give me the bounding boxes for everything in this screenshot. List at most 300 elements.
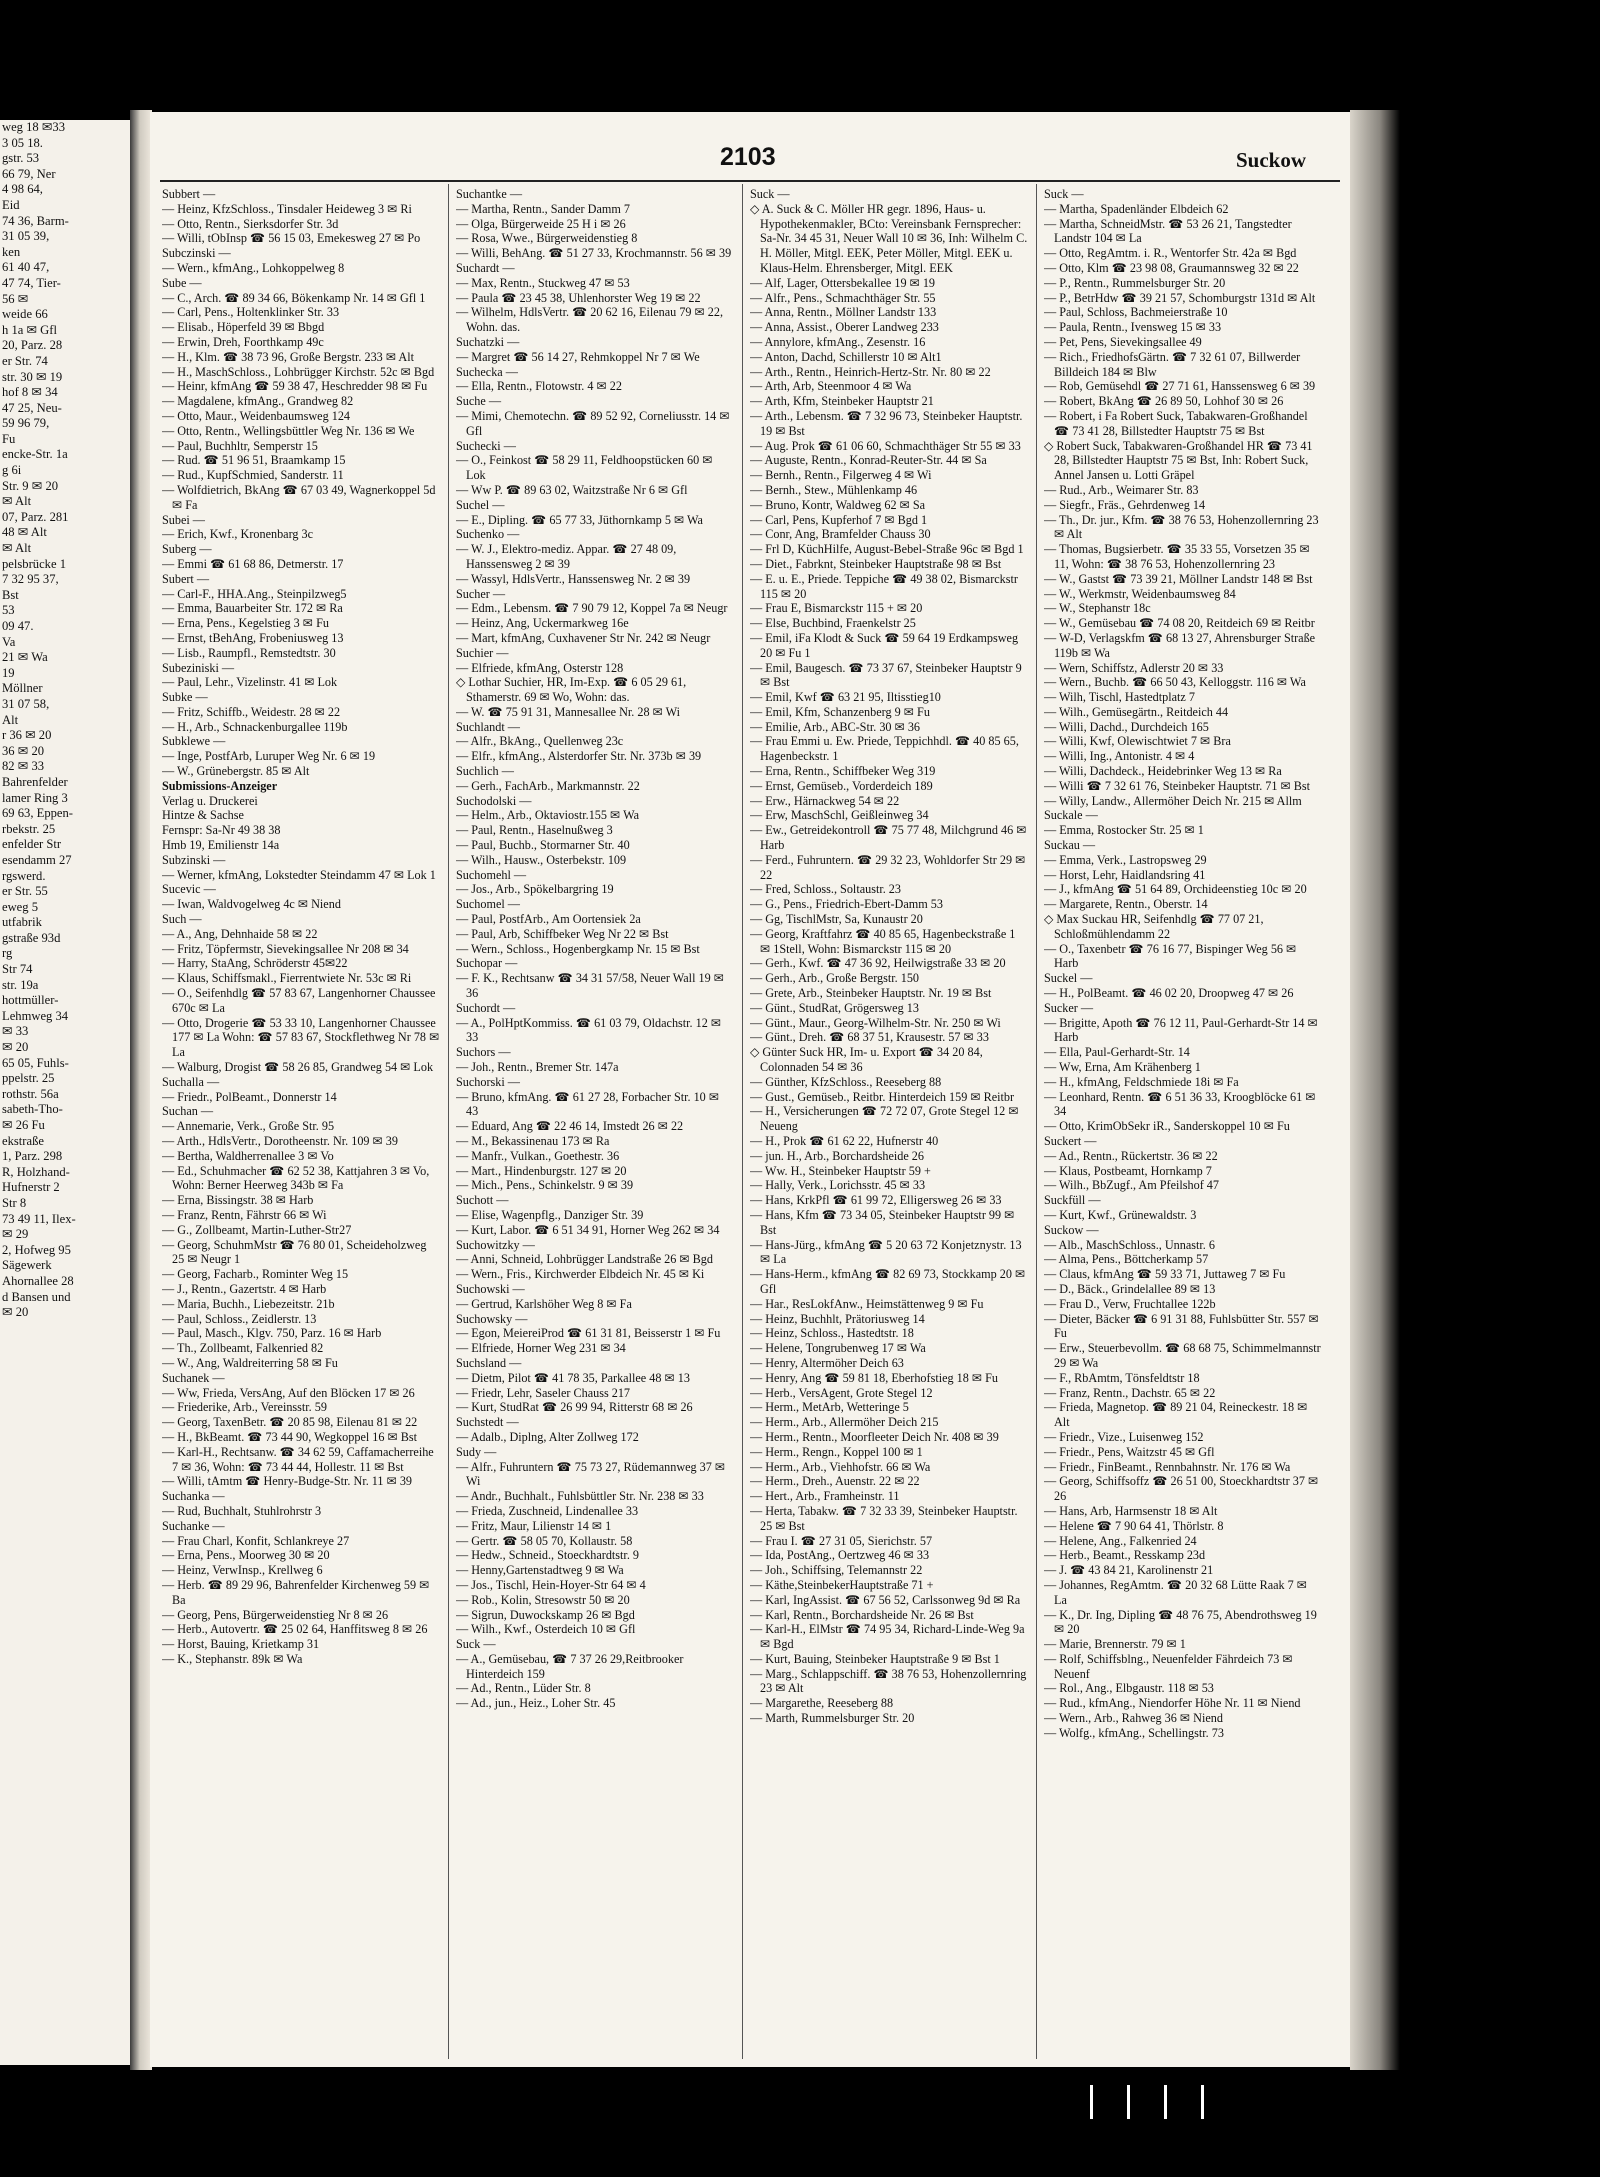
directory-entry: — Mimi, Chemotechn. ☎ 89 52 92, Corneliusstr. 14 ✉ Gfl — [456, 408, 730, 438]
directory-entry: — Paula, Rentn., Ivensweg 15 ✉ 33 — [1044, 320, 1222, 335]
directory-entry: — Wolfg., kfmAng., Schellingstr. 73 — [1044, 1725, 1224, 1740]
directory-entry: — D., Bäck., Grindelallee 89 ✉ 13 — [1044, 1281, 1216, 1296]
left-page-text-fragment: Str. 9 ✉ 20 — [2, 478, 59, 493]
directory-entry: Suchowitzky — — [456, 1237, 535, 1252]
directory-entry: — Wilh, Tischl, Hastedtplatz 7 — [1044, 690, 1195, 705]
directory-entry: — M., Bekassinenau 173 ✉ Ra — [456, 1134, 610, 1148]
directory-entry: — Wern., Fris., Kirchwerder Elbdeich Nr. 45 ✉ Ki — [456, 1267, 705, 1282]
directory-entry: — Emil, Kwf ☎ 63 21 95, Iltisstieg10 — [750, 690, 941, 705]
directory-entry: — Willi, tObInsp ☎ 56 15 03, Emekesweg 27 ✉ Po — [162, 231, 421, 246]
directory-entry: Subke — — [162, 690, 208, 705]
directory-entry: Suchlich — — [456, 764, 514, 779]
directory-entry: — W. ☎ 75 91 31, Mannesallee Nr. 28 ✉ Wi — [456, 704, 681, 719]
directory-entry: — F. K., Rechtsanw ☎ 34 31 57/58, Neuer Wall 19 ✉ 36 — [456, 971, 724, 1001]
directory-entry: — A., Gemüsebau, ☎ 7 37 26 29,Reitbrooker Hinterdeich 159 — [456, 1651, 684, 1681]
directory-entry: Suchanka — — [162, 1489, 225, 1504]
directory-entry: — Marth, Rummelsburger Str. 20 — [750, 1711, 915, 1726]
left-page-text-fragment: 3 05 18. — [2, 135, 43, 150]
directory-entry: — E., Dipling. ☎ 65 77 33, Jüthornkamp 5 ✉ Wa — [456, 512, 703, 527]
directory-entry: — Margarete, Rentn., Oberstr. 14 — [1044, 897, 1208, 912]
directory-entry: — Walburg, Drogist ☎ 58 26 85, Grandweg 54 ✉ Lok — [162, 1060, 434, 1075]
directory-entry: — Gerh., Kwf. ☎ 47 36 92, Heilwigstraße 33 ✉ 20 — [750, 956, 1006, 971]
directory-entry: — Emil, Baugesch. ☎ 73 37 67, Steinbeker Hauptstr 9 ✉ Bst — [750, 660, 1022, 690]
directory-entry: — Conr, Ang, Bramfelder Chauss 30 — [750, 527, 931, 542]
directory-entry: — Ad., jun., Heiz., Loher Str. 45 — [456, 1696, 616, 1711]
left-page-text-fragment: ken — [2, 244, 21, 259]
directory-entry: — Harry, StaAng, Schröderstr 45✉22 — [162, 956, 348, 971]
left-page-text-fragment: 47 25, Neu- — [2, 400, 62, 415]
column-divider — [448, 184, 449, 2059]
directory-entry: — Rich., FriedhofsGärtn. ☎ 7 32 61 07, Billwerder Billdeich 184 ✉ Blw — [1044, 349, 1301, 379]
directory-entry: — Bruno, kfmAng. ☎ 61 27 28, Forbacher Str. 10 ✉ 43 — [456, 1089, 720, 1119]
directory-entry: — Hans, Kfm ☎ 73 34 05, Steinbeker Hauptstr 99 ✉ Bst — [750, 1207, 1015, 1237]
directory-entry: — Johannes, RegAmtm. ☎ 20 32 68 Lütte Raak 7 ✉ La — [1044, 1577, 1308, 1607]
left-page-text-fragment: 09 47. — [2, 619, 34, 633]
left-page-text-fragment: rothstr. 56a — [2, 1086, 59, 1101]
directory-entry: — Frau Emmi u. Ew. Priede, Teppichhdl. ☎ 40 85 65, Hagenbeckstr. 1 — [750, 734, 1019, 764]
directory-entry: — Brigitte, Apoth ☎ 76 12 11, Paul-Gerhardt-Str 14 ✉ Harb — [1044, 1015, 1318, 1045]
directory-entry: Sucevic — — [162, 882, 216, 897]
directory-entry: — Friederike, Arb., Vereinsstr. 59 — [162, 1400, 327, 1415]
directory-entry: — H., Arb., Schnackenburgallee 119b — [162, 719, 348, 734]
left-page-text-fragment: Hufnerstr 2 — [2, 1180, 60, 1195]
column-4 — [1044, 187, 1322, 2062]
directory-entry: — Carl-F., HHA.Ang., Steinpilzweg5 — [162, 586, 347, 601]
scan-marks — [1090, 2085, 1238, 2124]
left-page-text-fragment: eweg 5 — [2, 899, 39, 914]
directory-entry: — Erw, MaschSchl, Geißleinweg 34 — [750, 808, 929, 823]
directory-entry: — Mart., Hindenburgstr. 127 ✉ 20 — [456, 1163, 627, 1178]
directory-entry: — Emma, Bauarbeiter Str. 172 ✉ Ra — [162, 601, 343, 616]
directory-entry: — W., Stephanstr 18c — [1044, 601, 1151, 616]
left-page-text-fragment: 82 ✉ 33 — [2, 759, 45, 774]
directory-entry: — Günther, KfzSchloss., Reeseberg 88 — [750, 1074, 942, 1089]
directory-entry: Suck — — [1044, 187, 1084, 201]
directory-entry: — Lisb., Raumpfl., Remstedtstr. 30 — [162, 645, 336, 660]
directory-entry: — Ernst, tBehAng, Frobeniusweg 13 — [162, 630, 344, 645]
directory-entry: — Diet., Fabrknt, Steinbeker Hauptstraße 98 ✉ Bst — [750, 556, 1002, 571]
directory-entry: — Günt., StudRat, Grögersweg 13 — [750, 1000, 919, 1015]
directory-entry: — Marie, Brennerstr. 79 ✉ 1 — [1044, 1637, 1186, 1652]
directory-entry: — O., Seifenhdlg ☎ 57 83 67, Langenhorner Chaussee 670c ✉ La — [162, 986, 436, 1015]
left-page-text-fragment: pelsbrücke 1 — [2, 556, 66, 571]
directory-entry: Suchstedt — — [456, 1415, 519, 1430]
directory-entry: — A., PolHptKommiss. ☎ 61 03 79, Oldachstr. 12 ✉ 33 — [456, 1015, 722, 1045]
left-page-text-fragment: 59 96 79, — [2, 416, 50, 431]
directory-entry: — Klaus, Postbeamt, Hornkamp 7 — [1044, 1163, 1212, 1178]
directory-entry: — Bruno, Kontr, Waldweg 62 ✉ Sa — [750, 497, 926, 512]
left-page-text-fragment: 31 05 39, — [2, 229, 50, 244]
directory-entry: — Anna, Assist., Oberer Landweg 233 — [750, 320, 939, 335]
directory-entry: Subzinski — — [162, 852, 226, 867]
page-number: 2103 — [720, 143, 776, 171]
left-page-text-fragment: enfelder Str — [2, 837, 62, 852]
directory-entry: — Helm., Arb., Oktaviostr.155 ✉ Wa — [456, 808, 640, 823]
directory-entry: — Willi, Ing., Antonistr. 4 ✉ 4 — [1044, 749, 1195, 764]
directory-entry: — Willi, Dachdeck., Heidebrinker Weg 13 ✉ Ra — [1044, 764, 1282, 779]
directory-entry: — Erna, Pens., Moorweg 30 ✉ 20 — [162, 1548, 330, 1563]
directory-entry: — Paul, Schloss., Zeidlerstr. 13 — [162, 1311, 317, 1326]
directory-entry: — Willi, BehAng. ☎ 51 27 33, Krochmannstr. 56 ✉ 39 — [456, 246, 732, 261]
directory-entry: — Hans-Herm., kfmAng ☎ 82 69 73, Stockkamp 20 ✉ Gfl — [750, 1267, 1026, 1296]
directory-entry: — P., BetrHdw ☎ 39 21 57, Schomburgstr 131d ✉ Alt — [1044, 290, 1316, 305]
directory-entry: — Carl, Pens, Kupferhof 7 ✉ Bgd 1 — [750, 512, 928, 527]
directory-entry: — Herm., Arb., Viehhofstr. 66 ✉ Wa — [750, 1459, 931, 1474]
left-page-text-fragment: ✉ 33 — [2, 1024, 29, 1039]
directory-entry: Suchatzki — — [456, 334, 520, 349]
directory-entry: — Henny,Gartenstadtweg 9 ✉ Wa — [456, 1563, 624, 1578]
directory-entry: — H., Prok ☎ 61 62 22, Hufnerstr 40 — [750, 1134, 939, 1148]
directory-entry: — Heinz, KfzSchloss., Tinsdaler Heideweg 3 ✉ Ri — [162, 201, 412, 216]
column-divider — [742, 184, 743, 2059]
directory-entry: Suck — — [456, 1637, 496, 1652]
directory-entry: Subczinski — — [162, 246, 231, 261]
directory-entry: — Otto, RegAmtm. i. R., Wentorfer Str. 42a ✉ Bgd — [1044, 246, 1297, 261]
directory-entry: — Joh., Schiffsing, Telemannstr 22 — [750, 1563, 923, 1578]
directory-entry: — Margret ☎ 56 14 27, Rehmkoppel Nr 7 ✉ We — [456, 349, 700, 364]
directory-entry: — Georg, Pens, Bürgerweidenstieg Nr 8 ✉ 26 — [162, 1607, 389, 1622]
directory-entry: — Gg, TischlMstr, Sa, Kunaustr 20 — [750, 912, 923, 927]
left-page-text-fragment: Sägewerk — [2, 1258, 52, 1273]
directory-entry: Suchorski — — [456, 1074, 520, 1089]
left-page-text-fragment: 21 ✉ Wa — [2, 650, 48, 665]
directory-entry: — Günt., Dreh. ☎ 68 37 51, Krausestr. 57 ✉ 33 — [750, 1030, 989, 1045]
directory-entry: — Fritz, Schiffb., Weidestr. 28 ✉ 22 — [162, 704, 341, 719]
directory-entry: Suckfüll — — [1044, 1193, 1101, 1208]
left-page-text-fragment: esendamm 27 — [2, 852, 72, 867]
left-page-text-fragment: 61 40 47, — [2, 260, 50, 275]
directory-entry: — Franz, Rentn., Dachstr. 65 ✉ 22 — [1044, 1385, 1216, 1400]
header-rule — [160, 180, 1340, 182]
directory-entry: — Else, Buchbind, Fraenkelstr 25 — [750, 616, 916, 631]
left-page-text-fragment: weg 18 ✉33 — [2, 120, 66, 134]
page-edge-shadow — [1350, 110, 1400, 2070]
directory-entry: — Wassyl, HdlsVertr., Hanssensweg Nr. 2 ✉ 39 — [456, 571, 691, 586]
left-page-text-fragment: 31 07 58, — [2, 696, 50, 711]
directory-entry: — Franz, Rentn, Fährstr 66 ✉ Wi — [162, 1207, 327, 1222]
directory-entry: — jun. H., Arb., Borchardsheide 26 — [750, 1148, 924, 1163]
directory-entry: — Wilh., Hausw., Osterbekstr. 109 — [456, 852, 627, 867]
directory-entry: — Mich., Pens., Schinkelstr. 9 ✉ 39 — [456, 1178, 634, 1193]
directory-entry: — Hally, Verk., Lorichsstr. 45 ✉ 33 — [750, 1178, 926, 1193]
directory-entry: — Herm., Dreh., Auenstr. 22 ✉ 22 — [750, 1474, 920, 1489]
directory-entry: — Willi, Kwf, Olewischtwiet 7 ✉ Bra — [1044, 734, 1231, 749]
directory-entry: Suckale — — [1044, 808, 1098, 823]
left-page-text-fragment: 47 74, Tier- — [2, 275, 61, 290]
directory-entry: — Egon, MeiereiProd ☎ 61 31 81, Beisserstr 1 ✉ Fu — [456, 1326, 721, 1341]
directory-entry: — Max, Rentn., Stuckweg 47 ✉ 53 — [456, 275, 630, 290]
directory-entry: — Carl, Pens., Holtenklinker Str. 33 — [162, 305, 340, 320]
directory-entry: — W., Grünebergstr. 85 ✉ Alt — [162, 764, 310, 779]
directory-entry: — H., Klm. ☎ 38 73 96, Große Bergstr. 233 ✉ Alt — [162, 349, 414, 364]
directory-entry: — Heinr, kfmAng ☎ 59 38 47, Heschredder 98 ✉ Fu — [162, 379, 428, 394]
directory-entry: — Paul, Schloss, Bachmeierstraße 10 — [1044, 305, 1228, 320]
directory-entry: — Klaus, Schiffsmakl., Fierrentwiete Nr. 53c ✉ Ri — [162, 971, 412, 986]
directory-entry: — Gertrud, Karlshöher Weg 8 ✉ Fa — [456, 1296, 632, 1311]
directory-entry: — Hans-Jürg., kfmAng ☎ 5 20 63 72 Konjetznystr. 13 ✉ La — [750, 1237, 1022, 1267]
directory-entry: Suchodolski — — [456, 793, 532, 808]
directory-entry: — Ww P. ☎ 89 63 02, Waitzstraße Nr 6 ✉ Gfl — [456, 482, 688, 497]
directory-entry: — K., Stephanstr. 89k ✉ Wa — [162, 1651, 303, 1666]
directory-entry: — Gerh., FachArb., Markmannstr. 22 — [456, 778, 640, 793]
directory-entry: — Emma, Rostocker Str. 25 ✉ 1 — [1044, 823, 1204, 838]
directory-entry: — Thomas, Bugsierbetr. ☎ 35 33 55, Vorsetzen 35 ✉ 11, Wohn: ☎ 38 76 53, Hohenzollernring 23 — [1044, 542, 1310, 571]
directory-entry: — Wilh., BbZugf., Am Pfeilshof 47 — [1044, 1178, 1219, 1193]
directory-entry: — Inge, PostfArb, Luruper Weg Nr. 6 ✉ 19 — [162, 749, 376, 764]
left-page-text-fragment: R, Holzhand- — [2, 1164, 70, 1179]
directory-entry: — Hedw., Schneid., Stoeckhardtstr. 9 — [456, 1548, 640, 1563]
directory-entry: — Hans, Arb, Harmsenstr 18 ✉ Alt — [1044, 1503, 1218, 1518]
directory-entry: — Ella, Rentn., Flotowstr. 4 ✉ 22 — [456, 379, 622, 394]
directory-entry: — Otto, Drogerie ☎ 53 33 10, Langenhorner Chaussee 177 ✉ La Wohn: ☎ 57 83 67, Stockflethweg Nr 78 ✉ La — [162, 1015, 440, 1060]
directory-entry: — Herm., Rentn., Moorfleeter Deich Nr. 408 ✉ 39 — [750, 1429, 999, 1444]
left-page-text-fragment: ✉ 29 — [2, 1227, 29, 1242]
left-page-text-fragment: hof 8 ✉ 34 — [2, 385, 58, 400]
directory-entry: Hmb 19, Emilienstr 14a — [162, 838, 280, 853]
directory-entry: — Paula ☎ 23 45 38, Uhlenhorster Weg 19 ✉ 22 — [456, 290, 701, 305]
directory-entry: — Bertha, Waldherrenallee 3 ✉ Vo — [162, 1148, 334, 1163]
left-page-text-fragment: 74 36, Barm- — [2, 213, 69, 228]
left-page-text-fragment: ✉ 20 — [2, 1040, 29, 1055]
directory-entry: — F., RbAmtm, Tönsfeldtstr 18 — [1044, 1370, 1200, 1385]
directory-entry: — H., PolBeamt. ☎ 46 02 20, Droopweg 47 ✉ 26 — [1044, 986, 1294, 1001]
directory-entry: — Erw., Härnackweg 54 ✉ 22 — [750, 793, 900, 808]
directory-entry: — Aug. Prok ☎ 61 06 60, Schmachthäger Str 55 ✉ 33 — [750, 438, 1021, 453]
directory-entry: — Herm., Arb., Allermöher Deich 215 — [750, 1415, 939, 1430]
left-page-text-fragment: d Bansen und — [2, 1289, 71, 1304]
directory-entry: — Edm., Lebensm. ☎ 7 90 79 12, Koppel 7a ✉ Neugr — [456, 601, 728, 616]
directory-entry: — Margarethe, Reeseberg 88 — [750, 1696, 894, 1711]
directory-entry: — Elfr., kfmAng., Alsterdorfer Str. Nr. 373b ✉ 39 — [456, 749, 702, 764]
directory-entry: — Ad., Rentn., Rückertstr. 36 ✉ 22 — [1044, 1148, 1218, 1163]
left-page-text-fragment: 56 ✉ — [2, 291, 29, 306]
directory-entry: — Frau I. ☎ 27 31 05, Sierichstr. 57 — [750, 1533, 933, 1548]
left-page-text-fragment: Ahornallee 28 — [2, 1273, 74, 1288]
directory-entry: — Willi, Dachd., Durchdeich 165 — [1044, 719, 1209, 734]
directory-entry: — Bernh., Stew., Mühlenkamp 46 — [750, 482, 918, 497]
directory-entry: — Karl, IngAssist. ☎ 67 56 52, Carlssonweg 9d ✉ Ra — [750, 1592, 1021, 1607]
directory-entry: ◇ A. Suck & C. Möller HR gegr. 1896, Haus- u. Hypothekenmakler, BCto: Vereinsbank Fernsprecher: Sa-Nr. 34 45 31, Neuer Wall 10 ✉ 36, Inh: Wilhelm C. H. Möller, Mitgl. EEK, Peter Möller, Mitgl. EEK u. Klaus-Helm. Ehrensberger, Mitgl. EEK — [750, 201, 1028, 275]
directory-entry: — Anton, Dachd, Schillerstr 10 ✉ Alt1 — [750, 349, 942, 364]
directory-entry: — E. u. E., Priede. Teppiche ☎ 49 38 02, Bismarckstr 115 ✉ 20 — [750, 571, 1018, 601]
directory-entry: — Erich, Kwf., Kronenbarg 3c — [162, 527, 314, 542]
directory-entry: — Karl-H., Rechtsanw. ☎ 34 62 59, Caffamacherreihe 7 ✉ 36, Wohn: ☎ 73 44 44, Hollestr. 11 ✉ Bst — [162, 1444, 434, 1474]
directory-entry: — Henry, Altermöher Deich 63 — [750, 1355, 904, 1370]
directory-entry: — Auguste, Rentn., Konrad-Reuter-Str. 44 ✉ Sa — [750, 453, 987, 468]
directory-entry: — O., Taxenbetr ☎ 76 16 77, Bispinger Weg 56 ✉ Harb — [1044, 941, 1297, 971]
directory-page — [150, 112, 1350, 2067]
directory-entry: — Gust., Gemüseb., Reitbr. Hinterdeich 159 ✉ Reitbr — [750, 1089, 1015, 1104]
directory-entry: Suchlandt — — [456, 719, 520, 734]
directory-entry: — Leonhard, Rentn. ☎ 6 51 36 33, Kroogblöcke 61 ✉ 34 — [1044, 1089, 1316, 1119]
directory-entry: — Herb., Beamt., Resskamp 23d — [1044, 1548, 1206, 1563]
directory-entry: Suchanke — — [162, 1518, 225, 1533]
left-page-text-fragment: ✉ 26 Fu — [2, 1118, 45, 1132]
directory-entry: — Wern., Schloss., Hogenbergkamp Nr. 15 ✉ Bst — [456, 941, 700, 956]
directory-entry: Such — — [162, 912, 202, 927]
directory-entry: — Rud., kfmAng., Niendorfer Höhe Nr. 11 ✉ Niend — [1044, 1696, 1301, 1711]
directory-entry: — Paul, Buchhltr, Semperstr 15 — [162, 438, 318, 453]
directory-entry: — Wilh., Kwf., Osterdeich 10 ✉ Gfl — [456, 1622, 636, 1637]
left-page-text-fragment: rg — [2, 946, 13, 961]
directory-entry: — Ww, Frieda, VersAng, Auf den Blöcken 17 ✉ 26 — [162, 1385, 415, 1400]
left-page-text-fragment: ekstraße — [2, 1133, 44, 1148]
directory-entry: — Rob., Kolin, Stresowstr 50 ✉ 20 — [456, 1592, 630, 1607]
directory-entry: Sudy — — [456, 1444, 497, 1459]
left-page-text-fragment: Möllner — [2, 681, 43, 696]
directory-entry: — Hans, KrkPfl ☎ 61 99 72, Elligersweg 26 ✉ 33 — [750, 1193, 1002, 1208]
directory-entry: — Emil, Kfm, Schanzenberg 9 ✉ Fu — [750, 704, 930, 719]
left-page-text-fragment: 4 98 64, — [2, 182, 43, 197]
directory-entry: — Martha, SchneidMstr. ☎ 53 26 21, Tangstedter Landstr 104 ✉ La — [1044, 216, 1292, 246]
directory-entry: Sucher — — [456, 586, 506, 601]
directory-entry: — Hert., Arb., Framheinstr. 11 — [750, 1489, 900, 1504]
directory-entry: — Arth, Kfm, Steinbeker Hauptstr 21 — [750, 394, 934, 409]
directory-entry: — Arth., Lebensm. ☎ 7 32 96 73, Steinbeker Hauptstr. 19 ✉ Bst — [750, 408, 1023, 438]
directory-entry: — Wern, Schiffstz, Adlerstr 20 ✉ 33 — [1044, 660, 1224, 675]
directory-entry: — Kurt, Bauing, Steinbeker Hauptstraße 9 ✉ Bst 1 — [750, 1651, 1000, 1666]
directory-entry: — Günt., Maur., Georg-Wilhelm-Str. Nr. 250 ✉ Wi — [750, 1015, 1001, 1030]
left-page-text-fragment: Str 8 — [2, 1195, 27, 1210]
left-page-text-fragment: r 36 ✉ 20 — [2, 728, 52, 743]
left-page-text-fragment: Alt — [2, 712, 19, 727]
left-page-text-fragment: gstraße 93d — [2, 930, 61, 945]
directory-entry: Suchel — — [456, 497, 505, 512]
directory-entry: — Otto, KrimObSekr iR., Sanderskoppel 10 ✉ Fu — [1044, 1119, 1290, 1134]
directory-entry: — Robert, i Fa Robert Suck, Tabakwaren-Großhandel ☎ 73 41 28, Billstedter Hauptstr 75 ✉ Bst — [1044, 408, 1308, 438]
directory-entry: Sube — — [162, 275, 202, 290]
left-page-text-fragment: 20, Parz. 28 — [2, 338, 63, 353]
directory-entry: — Maria, Buchh., Liebezeitstr. 21b — [162, 1296, 335, 1311]
directory-entry: — Herta, Tabakw. ☎ 7 32 33 39, Steinbeker Hauptstr. 25 ✉ Bst — [750, 1503, 1018, 1533]
directory-entry: Subert — — [162, 571, 210, 586]
directory-entry: — Dietm, Pilot ☎ 41 78 35, Parkallee 48 ✉ 13 — [456, 1370, 690, 1385]
left-page-text-fragment: Str 74 — [2, 962, 33, 977]
directory-entry: — Th., Dr. jur., Kfm. ☎ 38 76 53, Hohenzollernring 23 ✉ Alt — [1044, 512, 1319, 542]
directory-entry: — W-D, Verlagskfm ☎ 68 13 27, Ahrensburger Straße 119b ✉ Wa — [1044, 630, 1316, 660]
directory-entry: — Jos., Arb., Spökelbargring 19 — [456, 882, 614, 897]
directory-entry: — Ernst, Gemüseb., Vorderdeich 189 — [750, 778, 933, 793]
page-header — [150, 112, 1350, 174]
directory-entry: — Karl, Rentn., Borchardsheide Nr. 26 ✉ Bst — [750, 1607, 974, 1622]
directory-entry: — Henry, Ang ☎ 59 81 18, Eberhofstieg 18 ✉ Fu — [750, 1370, 999, 1385]
directory-entry: Suchsland — — [456, 1355, 522, 1370]
left-page-text-fragment: Bahrenfelder — [2, 774, 68, 789]
left-page-fragment — [0, 120, 130, 2065]
directory-entry: Suchott — — [456, 1193, 509, 1208]
directory-entry: Suchomehl — — [456, 867, 527, 882]
directory-entry: — Ferd., Fuhruntern. ☎ 29 32 23, Wohldorfer Str 29 ✉ 22 — [750, 852, 1026, 882]
directory-entry: — Andr., Buchhalt., Fuhlsbüttler Str. Nr. 238 ✉ 33 — [456, 1489, 704, 1504]
left-page-text-fragment: weide 66 — [2, 307, 48, 322]
directory-entry: — Friedr., FinBeamt., Rennbahnstr. Nr. 176 ✉ Wa — [1044, 1459, 1291, 1474]
directory-entry: — Helene ☎ 7 90 64 41, Thörlstr. 8 — [1044, 1518, 1224, 1533]
directory-entry: — Georg, Schiffsoffz ☎ 26 51 00, Stoeckhardtstr 37 ✉ 26 — [1044, 1474, 1319, 1504]
directory-entry: ◇ Lothar Suchier, HR, Im-Exp. ☎ 6 05 29 61, Sthamerstr. 69 ✉ Wo, Wohn: das. — [456, 675, 687, 705]
directory-entry: Subei — — [162, 512, 205, 527]
directory-entry: — Rud., Arb., Weimarer Str. 83 — [1044, 482, 1199, 497]
directory-entry: — Friedr, Lehr, Saseler Chauss 217 — [456, 1385, 631, 1400]
directory-entry: — Erwin, Dreh, Foorthkamp 49c — [162, 334, 324, 349]
directory-entry: — Rob, Gemüsehdl ☎ 27 71 61, Hanssensweg 6 ✉ 39 — [1044, 379, 1316, 394]
directory-entry: — W. J., Elektro-mediz. Appar. ☎ 27 48 09, Hanssensweg 2 ✉ 39 — [456, 542, 677, 571]
directory-entry: — Bernh., Rentn., Filgerweg 4 ✉ Wi — [750, 468, 932, 483]
directory-entry: — Horst, Bauing, Krietkamp 31 — [162, 1637, 320, 1652]
directory-entry: — Heinz, Buchhlt, Prätoriusweg 14 — [750, 1311, 925, 1326]
directory-entry: Suckert — — [1044, 1134, 1097, 1148]
directory-entry: — H., BkBeamt. ☎ 73 44 90, Wegkoppel 16 ✉ Bst — [162, 1429, 418, 1444]
directory-entry: — J., kfmAng ☎ 51 64 89, Orchideenstieg 10c ✉ 20 — [1044, 882, 1307, 897]
directory-entry: — Ww, Erna, Am Krähenberg 1 — [1044, 1060, 1201, 1075]
column-3 — [750, 187, 1028, 2062]
left-page-text-fragment: 69 63, Eppen- — [2, 806, 73, 821]
directory-entry: Subeziniski — — [162, 660, 235, 675]
directory-entry: — Otto, Rentn., Sierksdorfer Str. 3d — [162, 216, 339, 231]
directory-entry: — Paul, Masch., Klgv. 750, Parz. 16 ✉ Harb — [162, 1326, 382, 1341]
left-page-text-fragment: encke-Str. 1a — [2, 447, 68, 462]
directory-entry: — Wern., kfmAng., Lohkoppelweg 8 — [162, 260, 345, 275]
left-page-text-fragment: str. 19a — [2, 977, 39, 992]
left-page-text-fragment: 73 49 11, Ilex- — [2, 1211, 76, 1226]
directory-entry: — Anni, Schneid, Lohbrügger Landstraße 26 ✉ Bgd — [456, 1252, 713, 1267]
directory-entry: — Frau Charl, Konfit, Schlankreye 27 — [162, 1533, 350, 1548]
directory-entry: — Magdalene, kfmAng., Grandweg 82 — [162, 394, 354, 409]
directory-entry: — Th., Zollbeamt, Falkenried 82 — [162, 1341, 324, 1356]
directory-entry: Fernspr: Sa-Nr 49 38 38 — [162, 823, 281, 838]
directory-entry: — Frl D, KüchHilfe, August-Bebel-Straße 96c ✉ Bgd 1 — [750, 542, 1024, 557]
left-page-text-fragment: rbekstr. 25 — [2, 821, 56, 836]
directory-entry: — Otto, Klm ☎ 23 98 08, Graumannsweg 32 ✉ 22 — [1044, 260, 1299, 275]
directory-entry: — Alb., MaschSchloss., Unnastr. 6 — [1044, 1237, 1215, 1252]
directory-entry: — Erna, Bissingstr. 38 ✉ Harb — [162, 1193, 314, 1208]
directory-entry: — P., Rentn., Rummelsburger Str. 20 — [1044, 275, 1226, 290]
directory-entry: — H., MaschSchloss., Lohbrügger Kirchstr. 52c ✉ Bgd — [162, 364, 435, 379]
directory-entry: — Rud., KupfSchmied, Sanderstr. 11 — [162, 468, 344, 483]
directory-entry: — Annemarie, Verk., Große Str. 95 — [162, 1119, 335, 1134]
left-page-text-fragment: Eid — [2, 197, 20, 212]
directory-entry: — Emilie, Arb., ABC-Str. 30 ✉ 36 — [750, 719, 921, 734]
directory-entry: Suck — — [750, 187, 790, 201]
directory-entry: — Erna, Pens., Kegelstieg 3 ✉ Fu — [162, 616, 329, 631]
directory-entry: — Alfr., Fuhruntern ☎ 75 73 27, Rüdemannweg 37 ✉ Wi — [456, 1459, 726, 1489]
directory-entry: — Alfr., Pens., Schmachthäger Str. 55 — [750, 290, 936, 305]
directory-entry: — Elfriede, kfmAng, Osterstr 128 — [456, 660, 624, 675]
directory-entry: — Friedr., Pens, Waitzstr 45 ✉ Gfl — [1044, 1444, 1215, 1459]
left-page-text-fragment: g 6i — [2, 463, 22, 478]
directory-entry: — Heinz, VerwInsp., Krellweg 6 — [162, 1563, 323, 1578]
directory-entry: — O., Feinkost ☎ 58 29 11, Feldhoopstücken 60 ✉ Lok — [456, 453, 713, 483]
left-page-text-fragment: 36 ✉ 20 — [2, 743, 45, 758]
directory-entry: — Wern., Buchb. ☎ 66 50 43, Kelloggstr. 116 ✉ Wa — [1044, 675, 1306, 690]
directory-entry: — W., Ang, Waldreiterring 58 ✉ Fu — [162, 1355, 338, 1370]
directory-entry: — Anna, Rentn., Möllner Landstr 133 — [750, 305, 937, 320]
directory-entry: — Otto, Maur., Weidenbaumsweg 124 — [162, 408, 351, 423]
left-page-text-fragment: utfabrik — [2, 915, 42, 930]
directory-entry: — Rud. ☎ 51 96 51, Braamkamp 15 — [162, 453, 346, 468]
directory-entry: Suchantke — — [456, 187, 523, 201]
directory-entry: — Georg, Kraftfahrz ☎ 40 85 65, Hagenbeckstraße 1 ✉ 1Stell, Wohn: Bismarckstr 115 ✉ 20 — [750, 926, 1016, 956]
directory-entry: Suchecka — — [456, 364, 518, 379]
directory-entry: — Adalb., Diplng, Alter Zollweg 172 — [456, 1429, 639, 1444]
directory-entry: Hintze & Sachse — [162, 808, 244, 823]
directory-entry: — Wilh., Gemüsegärtn., Reitdeich 44 — [1044, 704, 1229, 719]
left-page-text-fragment: er Str. 55 — [2, 884, 48, 899]
directory-entry: — Kurt, StudRat ☎ 26 99 94, Ritterstr 68 ✉ 26 — [456, 1400, 693, 1415]
directory-entry: — Kurt, Labor. ☎ 6 51 34 91, Horner Weg 262 ✉ 34 — [456, 1222, 720, 1237]
left-page-text-fragment: str. 30 ✉ 19 — [2, 369, 63, 384]
directory-entry: Suchomel — — [456, 897, 520, 912]
directory-entry: Suchanek — — [162, 1370, 225, 1385]
